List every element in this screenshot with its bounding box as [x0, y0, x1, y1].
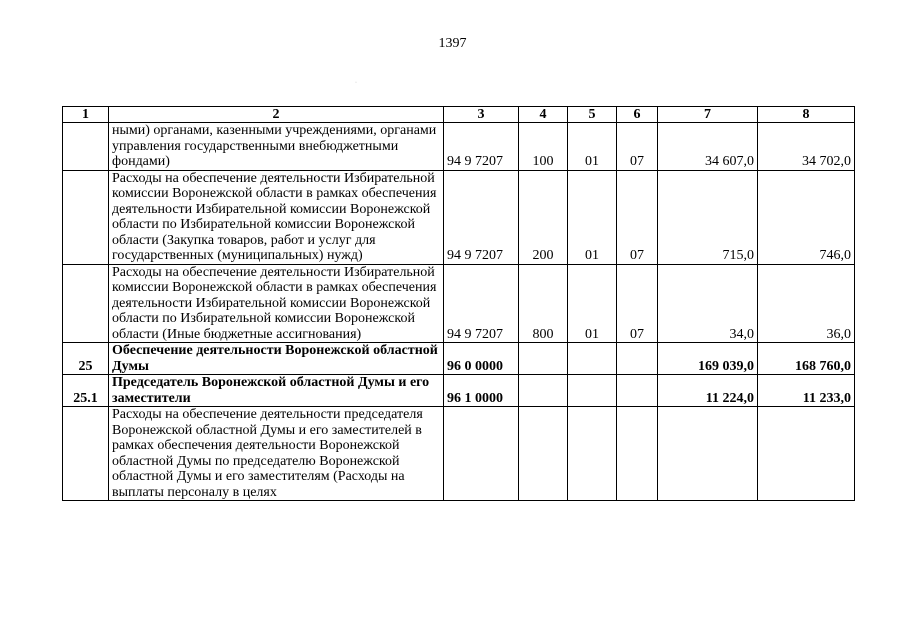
table-row	[63, 375, 855, 407]
row-subsection	[617, 343, 658, 375]
row-subsection	[617, 407, 658, 501]
row-sum-2: 746,0	[758, 170, 855, 264]
row-code: 94 9 7207	[444, 170, 519, 264]
row-sum-1: 715,0	[658, 170, 758, 264]
row-number: 25	[63, 343, 109, 375]
row-description: ными) органами, казенными учреждениями, органами управления государственными внебюджетными фондами)	[109, 123, 444, 171]
row-subsection	[617, 375, 658, 407]
row-description: Расходы на обеспечение деятельности Избирательной комиссии Воронежской области в рамках обеспечения деятельности Избирательной комиссии Воронежской области по Избирательной комиссии Воронежской области (Иные бюджетные ассигнования)	[109, 264, 444, 343]
row-section	[568, 343, 617, 375]
row-description: Расходы на обеспечение деятельности Избирательной комиссии Воронежской области в рамках обеспечения деятельности Избирательной комиссии Воронежской области по Избирательной комиссии Воронежской области (Закупка товаров, работ и услуг для государственных (муниципальных) нужд)	[109, 170, 444, 264]
row-code: 96 0 0000	[444, 343, 519, 375]
row-number	[63, 123, 109, 171]
row-section: 01	[568, 170, 617, 264]
header-col-2: 2	[109, 107, 444, 123]
row-sum-1: 169 039,0	[658, 343, 758, 375]
scan-speck: ·	[355, 80, 357, 86]
page-number: 1397	[438, 36, 467, 51]
row-sum-2: 36,0	[758, 264, 855, 343]
row-sum-1: 34 607,0	[658, 123, 758, 171]
header-col-5: 5	[568, 107, 617, 123]
row-number	[63, 264, 109, 343]
row-sum-1: 11 224,0	[658, 375, 758, 407]
budget-table	[62, 106, 855, 501]
row-expense-type: 100	[519, 123, 568, 171]
row-sum-1: 34,0	[658, 264, 758, 343]
row-description: Председатель Воронежской областной Думы и его заместители	[109, 375, 444, 407]
row-sum-2: 34 702,0	[758, 123, 855, 171]
row-number	[63, 170, 109, 264]
table-row	[63, 407, 855, 501]
row-subsection: 07	[617, 264, 658, 343]
row-description: Обеспечение деятельности Воронежской областной Думы	[109, 343, 444, 375]
row-sum-1	[658, 407, 758, 501]
row-subsection: 07	[617, 170, 658, 264]
row-expense-type: 200	[519, 170, 568, 264]
row-section: 01	[568, 264, 617, 343]
row-expense-type	[519, 343, 568, 375]
row-code	[444, 407, 519, 501]
header-col-7: 7	[658, 107, 758, 123]
row-code: 96 1 0000	[444, 375, 519, 407]
row-sum-2: 11 233,0	[758, 375, 855, 407]
table-row	[63, 264, 855, 343]
table-row	[63, 343, 855, 375]
header-col-8: 8	[758, 107, 855, 123]
row-section: 01	[568, 123, 617, 171]
table-row	[63, 123, 855, 171]
row-subsection: 07	[617, 123, 658, 171]
row-description: Расходы на обеспечение деятельности председателя Воронежской областной Думы и его заместителей в рамках обеспечения деятельности Воронежской областной Думы по председателю Воронежской областной Думы и его заместителям (Расходы на выплаты персоналу в целях	[109, 407, 444, 501]
header-col-1: 1	[63, 107, 109, 123]
row-section	[568, 375, 617, 407]
row-expense-type: 800	[519, 264, 568, 343]
table-row	[63, 170, 855, 264]
row-section	[568, 407, 617, 501]
row-number	[63, 407, 109, 501]
header-row	[63, 107, 855, 123]
row-code: 94 9 7207	[444, 264, 519, 343]
row-code: 94 9 7207	[444, 123, 519, 171]
header-col-4: 4	[519, 107, 568, 123]
row-expense-type	[519, 375, 568, 407]
row-expense-type	[519, 407, 568, 501]
row-sum-2	[758, 407, 855, 501]
header-col-3: 3	[444, 107, 519, 123]
row-sum-2: 168 760,0	[758, 343, 855, 375]
header-col-6: 6	[617, 107, 658, 123]
row-number: 25.1	[63, 375, 109, 407]
